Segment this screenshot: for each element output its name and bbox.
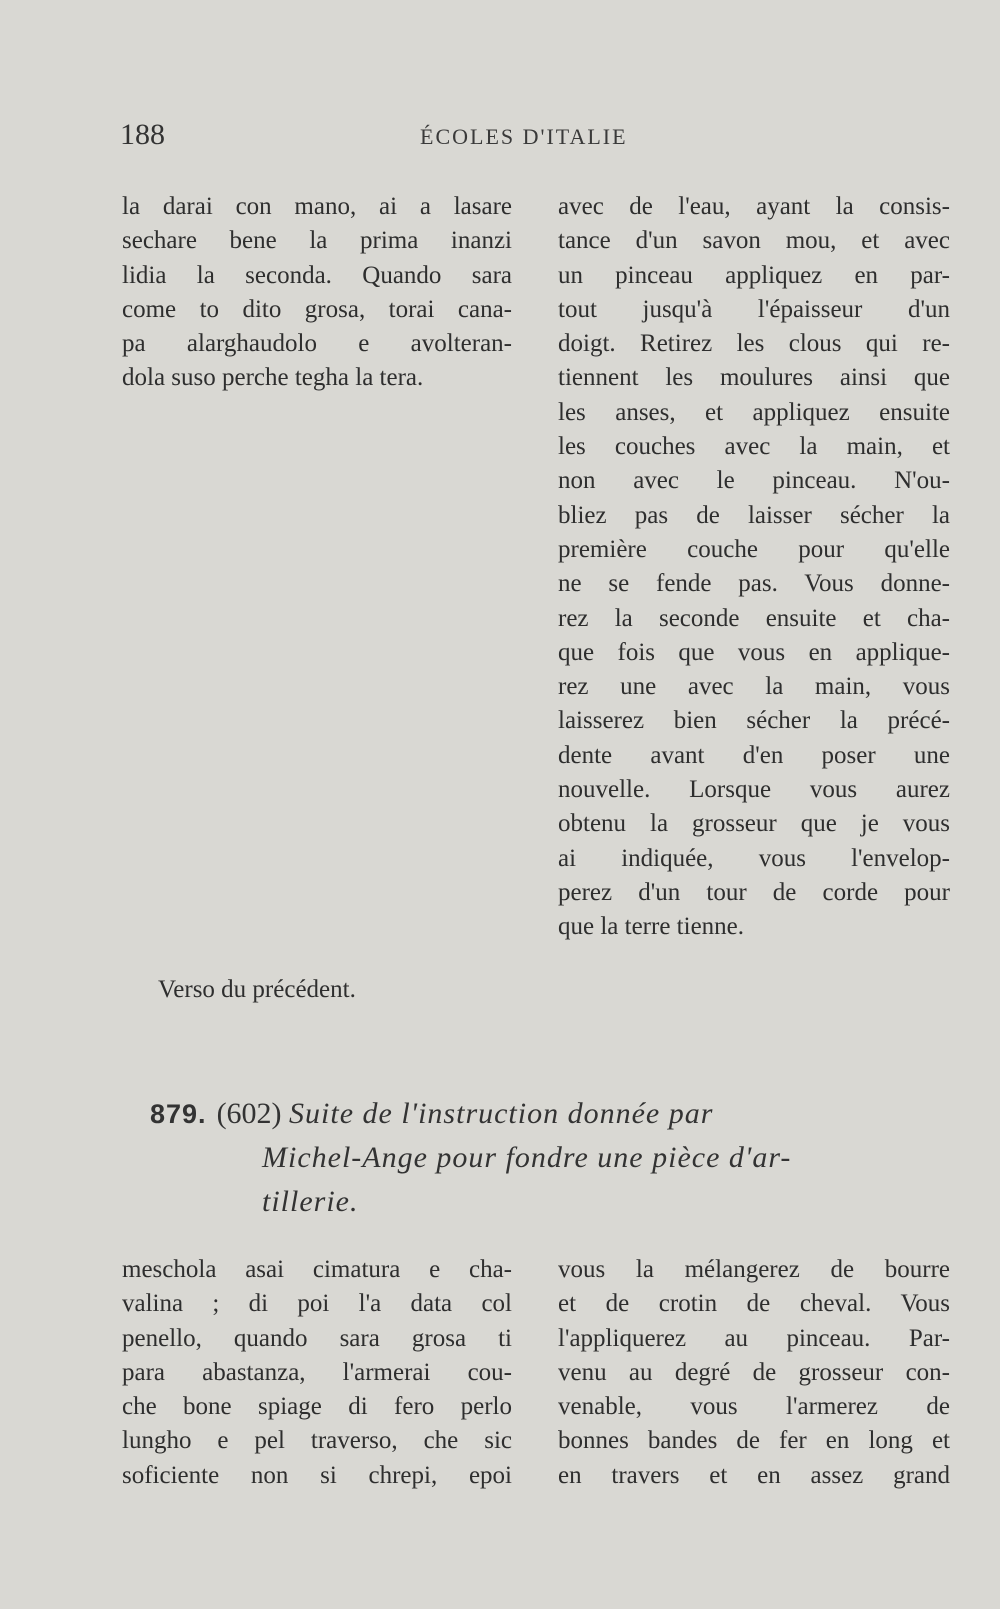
text-line: dente avant d'en poser une [558, 741, 950, 769]
entry-title-line-1: Suite de l'instruction donnée par [289, 1097, 714, 1130]
running-head-title: ÉCOLES D'ITALIE [420, 124, 628, 149]
text-line: meschola asai cimatura e cha- [122, 1256, 512, 1283]
verso-note: Verso du précédent. [158, 976, 356, 1003]
text-line: penello, quando sara grosa ti [122, 1324, 512, 1352]
text-line: lungho e pel traverso, che sic [122, 1427, 512, 1455]
text-line: les anses, et appliquez ensuite [558, 398, 950, 426]
text-line: tout jusqu'à l'épaisseur d'un [558, 295, 950, 323]
text-line: ne se fende pas. Vous donne- [558, 570, 950, 598]
text-line: nouvelle. Lorsque vous aurez [558, 776, 950, 804]
text-line: bliez pas de laisser sécher la [558, 501, 950, 529]
text-line: valina ; di poi l'a data col [122, 1290, 512, 1318]
text-line: la darai con mano, ai a lasare [122, 193, 512, 220]
entry-reference: (602) [216, 1097, 282, 1130]
text-line: bonnes bandes de fer en long et [558, 1427, 950, 1455]
text-line: sechare bene la prima inanzi [122, 227, 512, 255]
entry-number: 879. [150, 1099, 207, 1129]
text-line: venu au degré de grosseur con- [558, 1358, 950, 1386]
text-line: tance d'un savon mou, et avec [558, 227, 950, 255]
running-head [0, 118, 1000, 158]
text-line: ai indiquée, vous l'envelop- [558, 844, 950, 872]
text-line: rez une avec la main, vous [558, 673, 950, 701]
text-line: soficiente non si chrepi, epoi [122, 1461, 512, 1489]
text-line: un pinceau appliquez en par- [558, 261, 950, 289]
text-line: avec de l'eau, ayant la consis- [558, 193, 950, 220]
text-line: en travers et en assez grand [558, 1461, 950, 1489]
text-line: dola suso perche tegha la tera. [122, 364, 424, 392]
text-line: doigt. Retirez les clous qui re- [558, 330, 950, 358]
text-line: laisserez bien sécher la précé- [558, 707, 950, 735]
italian-text-top [122, 190, 512, 396]
text-line: che bone spiage di fero perlo [122, 1393, 512, 1421]
text-line: venable, vous l'armerez de [558, 1393, 950, 1421]
text-line: les couches avec la main, et [558, 433, 950, 461]
text-line: perez d'un tour de corde pour [558, 878, 950, 906]
text-line: première couche pour qu'elle [558, 535, 950, 563]
text-line: l'appliquerez au pinceau. Par- [558, 1324, 950, 1352]
text-line: que la terre tienne. [558, 913, 745, 941]
text-line: et de crotin de cheval. Vous [558, 1290, 950, 1318]
entry-heading [150, 1092, 960, 1224]
french-translation-top [558, 190, 950, 945]
text-line: lidia la seconda. Quando sara [122, 261, 512, 289]
text-line: come to dito grosa, torai cana- [122, 295, 512, 323]
text-line: non avec le pinceau. N'ou- [558, 467, 950, 495]
text-line: para abastanza, l'armerai cou- [122, 1358, 512, 1386]
text-line: tiennent les moulures ainsi que [558, 364, 950, 392]
text-line: pa alarghaudolo e avolteran- [122, 330, 512, 358]
french-translation-bottom [558, 1253, 950, 1493]
italian-text-bottom [122, 1253, 512, 1493]
page-number: 188 [120, 118, 165, 151]
entry-title-line-3: tillerie. [262, 1185, 359, 1218]
text-line: que fois que vous en applique- [558, 638, 950, 666]
text-line: rez la seconde ensuite et cha- [558, 604, 950, 632]
text-line: obtenu la grosseur que je vous [558, 810, 950, 838]
text-line: vous la mélangerez de bourre [558, 1256, 950, 1283]
entry-title-line-2: Michel-Ange pour fondre une pièce d'ar- [262, 1141, 792, 1174]
